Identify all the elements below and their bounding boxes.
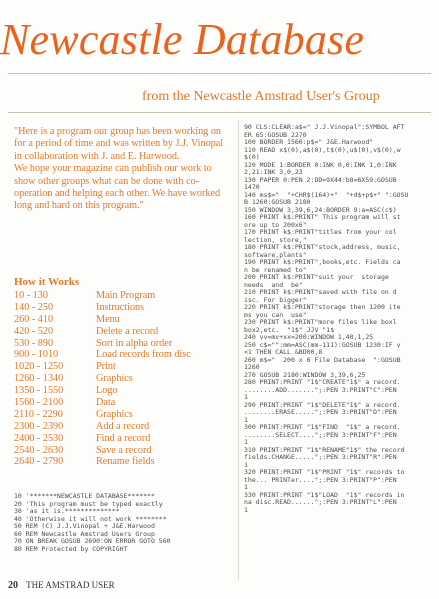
code-line: 1260 (244, 363, 260, 371)
line-range-description: Graphics (96, 408, 133, 420)
line-range: 2400 - 2530 (14, 432, 64, 444)
code-line: 1 (244, 438, 248, 446)
code-line: 220 PRINT k$:PRINT"storage then 1200 ite (244, 303, 401, 311)
line-range-row (14, 326, 224, 338)
code-line: 160 PRINT k$:PRINT" This program will st (244, 213, 401, 221)
program-listing-right (244, 124, 434, 584)
line-range-description: Instructions (96, 301, 145, 313)
code-line: 290 PRINT:PRINT "1$"DELETE"1$" a record. (244, 400, 401, 409)
code-line: 110 READ x$(0),a$(0),t$(0),u$(0),v$(0),w (244, 145, 401, 154)
line-range: 260 - 410 (14, 313, 54, 325)
code-line: 270 GOSUB 2180:WINDOW 3,39,6,25 (244, 370, 366, 379)
line-range-row (14, 385, 224, 397)
code-line: <1 THEN CALL &BD00,8 (244, 348, 323, 356)
code-line: na disc.READ......";:PEN 3:PRINT"L":PEN (244, 498, 397, 506)
line-range-row (14, 445, 224, 457)
line-range: 420 - 520 (14, 325, 54, 337)
code-line: ........SELECT....";:PEN 3:PRINT"F":PEN (244, 430, 397, 439)
code-line: 50 REM (C) J.J.Vinopal + J&E.Harwood (14, 522, 155, 530)
code-line: 1 (244, 505, 248, 514)
line-range-description: Sort in alpha order (96, 337, 173, 349)
code-line: 20 'This program must be typed exactly (14, 499, 163, 508)
intro-paragraph: We hope your magazine can publish our work to show other groups what can be done with co-operation and helping each other. We have worked long and hard on this program." (14, 163, 221, 212)
code-line: 320 PRINT:PRINT "1$"PRINT "1$" records to (244, 468, 405, 476)
code-line: fields.CHANGE.....";:PEN 3:PRINT"R":PEN (244, 453, 397, 461)
code-line: B 1260:GOSUB 2180 (244, 198, 311, 206)
code-line: 300 PRINT:PRINT "1$"FIND "1$" a record. (244, 423, 401, 431)
code-line: 280 PRINT:PRINT "1$"CREATE"1$" a record. (244, 378, 401, 386)
line-range-description: Rename fields (96, 456, 155, 468)
line-range-table (14, 290, 224, 468)
line-range-row (14, 397, 224, 409)
line-range: 1020 - 1250 (14, 361, 64, 373)
line-range: 2110 - 2290 (14, 408, 63, 420)
how-it-works-heading: How it Works (14, 276, 80, 288)
line-range: 1350 - 1550 (14, 385, 64, 397)
code-line: 200 PRINT k$:PRINT"suit your storage (244, 273, 389, 281)
code-line: 1 (244, 483, 248, 491)
code-line: 310 PRINT:PRINT "1$"RENAME"1$" the record (244, 445, 405, 454)
line-range-row (14, 349, 224, 361)
line-range-row (14, 456, 224, 468)
code-line: 70 ON BREAK GOSUB 2690:ON ERROR GOTO 560 (14, 537, 171, 545)
line-range-row (14, 338, 224, 350)
code-line: 150 WINDOW 3,39,6,24:BORDER 9:a=ASC(c$) (244, 205, 397, 214)
code-line: needs and be" (244, 280, 303, 289)
code-line: 260 m$=" 200 x 6 File Database ":GOSUB (244, 355, 401, 364)
line-range-description: Logo (96, 385, 118, 397)
line-range: 2640 - 2790 (14, 456, 64, 468)
line-range: 530 - 890 (14, 337, 54, 349)
code-line: 30 'as it is.************** (14, 507, 120, 515)
code-line: 240 vv=mv+xx=200:WINDOW 1,40,1,25 (244, 333, 374, 341)
line-range-row (14, 421, 224, 433)
code-line: 170 PRINT k$:PRINT"titles from your col (244, 228, 397, 236)
line-range-description: Save a record (96, 444, 152, 456)
code-line: isc. For bigger" (244, 295, 307, 304)
code-line: 80 REM Protected by COPYRIGHT (14, 544, 128, 553)
code-line: 330 PRINT:PRINT "1$"LOAD "1$" records in (244, 490, 405, 499)
line-range: 140 - 250 (14, 301, 54, 313)
code-line: 100 BORDER 1560:p$=" J&E.Harwood" (244, 138, 374, 146)
code-line: 180 PRINT k$:PRINT"stock,address, music, (244, 243, 401, 251)
line-range-description: Data (96, 397, 116, 409)
code-line: ........ERASE.....";:PEN 3:PRINT"D":PEN (244, 408, 397, 416)
line-range: 2300 - 2390 (14, 420, 64, 432)
code-line: 10 '*******NEWCASTLE DATABASE******* (14, 493, 155, 500)
line-range: 1260 - 1340 (14, 373, 64, 385)
line-range-description: Menu (96, 313, 120, 325)
line-range-row (14, 409, 224, 421)
program-listing-bottom (14, 493, 240, 568)
code-line: lection, store," (244, 235, 307, 244)
title-rule (8, 73, 431, 74)
line-range-description: Delete a record (96, 325, 159, 337)
page-footer (8, 580, 115, 591)
line-range-description: Print (96, 361, 116, 373)
code-line: 1 (244, 415, 248, 424)
line-range-description: Find a record (96, 432, 151, 444)
code-line: box2,etc. "1$" JJV "1$ (244, 325, 335, 334)
publication-name: THE AMSTRAD USER (26, 580, 115, 590)
code-line: 40 'Otherwise it will not work ******** (14, 514, 167, 523)
article-subtitle: from the Newcastle Amstrad User's Group (142, 89, 380, 104)
code-line: 190 PRINT k$:PRINT",books,etc. Fields ca (244, 258, 401, 266)
code-line: n be renamed to" (244, 265, 307, 274)
code-line: ore up to 200x6" (244, 220, 307, 229)
code-line: 210 PRINT k$:PRINT"saved with file on d (244, 288, 397, 296)
code-line: software,plants" (244, 250, 307, 259)
page-number: 20 (8, 580, 18, 591)
line-range-description: Graphics (96, 373, 133, 385)
code-line: ........ADD.......";:PEN 3:PRINT"C":PEN (244, 385, 397, 394)
line-range-row (14, 433, 224, 445)
line-range: 1560 - 2100 (14, 397, 64, 409)
code-line: ER 65:GOSUB 2270 (244, 130, 307, 139)
line-range-row (14, 290, 224, 302)
code-line: the... PRINTer....";:PEN 3:PRINT"P":PEN (244, 475, 397, 484)
code-line: 230 PRINT k$:PRINT"more files like boxl (244, 318, 397, 326)
line-range-row (14, 373, 224, 385)
line-range: 10 - 130 (14, 290, 48, 301)
line-range-description: Load records from disc (96, 349, 191, 361)
intro-text (14, 126, 230, 213)
line-range: 2540 - 2630 (14, 444, 64, 456)
code-line: 1 (244, 393, 248, 401)
code-line: 250 c$="":mm=ASC(mm-111):GOSUB 1230:IF v (244, 340, 401, 349)
line-range: 900 - 1010 (14, 349, 59, 361)
code-line: 130 PAPER 0:PEN 2:DD=9X44:b8=6X59:GOSUB (244, 175, 397, 184)
code-line: 90 CLS:CLEAR:a$=" J.J.Vinopal":SYMBOL AFT (244, 124, 405, 131)
line-range-row (14, 314, 224, 326)
code-line: $(0) (244, 153, 260, 161)
intro-paragraph: "Here is a program our group has been working on for a period of time and was written by J.J. Vinopal in collaboration with J. and E. Harwood. (14, 126, 224, 162)
code-line: 120 MODE 1:BORDER 0:INK 0,0:INK 1,0:INK (244, 160, 397, 169)
line-range-description: Main Program (96, 290, 156, 301)
subtitle-rule (8, 112, 431, 113)
code-line: 60 REM Newcastle Amstrad Users Group (14, 529, 155, 538)
line-range-row (14, 302, 224, 314)
line-range-description: Add a record (96, 420, 150, 432)
code-line: 1470 (244, 183, 260, 191)
code-line: 140 ms$=" "+CHR$(164)+" "+d$+p$+" ":GOSU (244, 190, 409, 199)
article-title: Newcastle Database (0, 15, 365, 64)
code-line: 2,21:INK 3,0,23 (244, 168, 303, 176)
code-line: ms you can use" (244, 310, 307, 319)
code-line: 1 (244, 460, 248, 469)
line-range-row (14, 361, 224, 373)
